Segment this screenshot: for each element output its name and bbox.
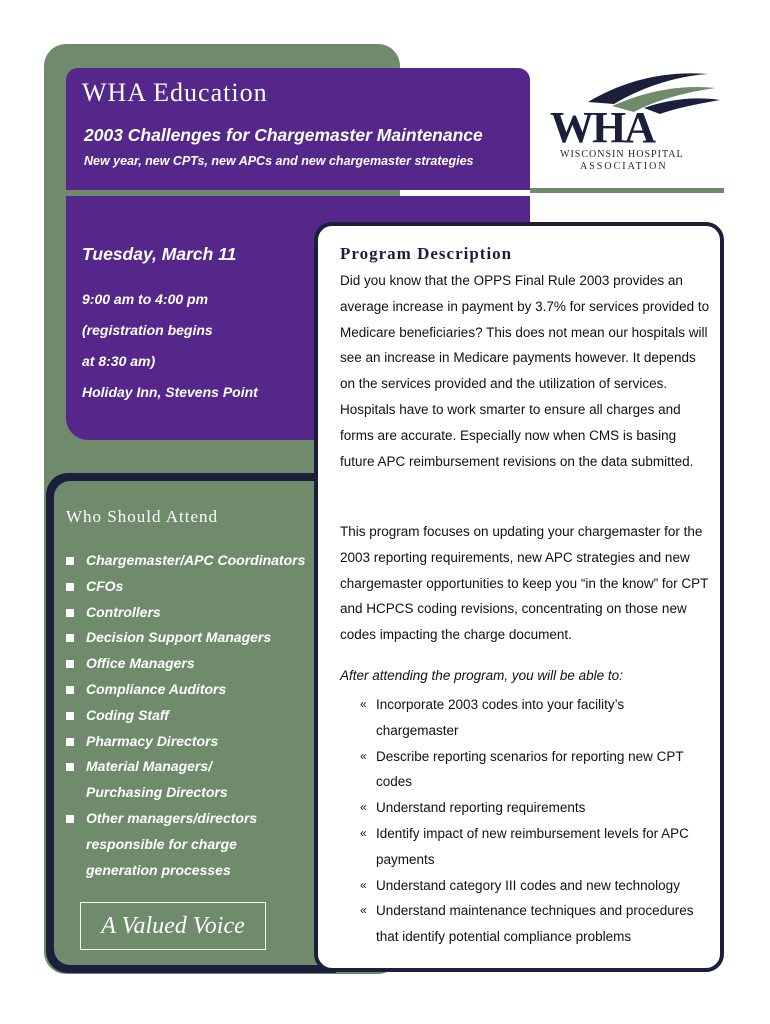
outcome-label: Understand category III codes and new technology xyxy=(376,877,680,893)
square-bullet-icon xyxy=(66,738,74,746)
square-bullet-icon xyxy=(66,815,74,823)
attendee-label: Other managers/directors xyxy=(86,809,258,826)
who-should-attend-heading: Who Should Attend xyxy=(66,507,219,526)
attendee-item xyxy=(66,574,305,600)
outcome-label: Understand maintenance techniques and procedures that identify potential compliance problems xyxy=(376,903,694,945)
attendee-item xyxy=(66,754,305,780)
outcome-label: Understand reporting requirements xyxy=(376,800,586,816)
attendee-label: CFOs xyxy=(86,577,124,594)
valued-voice-badge: A Valued Voice xyxy=(80,902,266,950)
attendee-list xyxy=(66,548,305,883)
square-bullet-icon xyxy=(66,763,74,771)
event-details xyxy=(82,284,258,408)
attendee-item xyxy=(66,780,305,806)
event-registration-time: at 8:30 am) xyxy=(82,353,156,369)
outcome-marker: « xyxy=(360,877,367,892)
program-paragraph-2: This program focuses on updating your chargemaster for the 2003 reporting requirements, new APC strategies and new chargemaster opportunities to keep you “in the know” for CPT and HCPCS coding revisions, concentrating on those new codes impacting the charge document. xyxy=(340,524,709,643)
square-bullet-icon xyxy=(66,583,74,591)
logo-caption-line1: WISCONSIN HOSPITAL xyxy=(560,149,684,160)
outcome-marker: « xyxy=(360,748,367,763)
attendee-item xyxy=(66,832,305,858)
attendee-item xyxy=(66,703,305,729)
event-time: 9:00 am to 4:00 pm xyxy=(82,291,209,307)
attendee-item xyxy=(66,600,305,626)
outcome-item xyxy=(360,744,710,796)
outcome-item xyxy=(360,873,710,899)
square-bullet-icon xyxy=(66,634,74,642)
logo-caption-line2: ASSOCIATION xyxy=(580,161,668,172)
outcomes-list xyxy=(360,692,710,950)
outcome-item xyxy=(360,821,710,873)
attendee-label: Material Managers/ xyxy=(86,758,213,775)
attendee-item xyxy=(66,858,305,884)
outcome-label: Incorporate 2003 codes into your facility’s chargemaster xyxy=(376,697,625,738)
event-registration: (registration begins xyxy=(82,322,213,338)
attendee-item xyxy=(66,729,305,755)
outcome-marker: « xyxy=(360,903,367,918)
page-title: WHA Education xyxy=(82,78,268,107)
square-bullet-icon xyxy=(66,557,74,565)
attendee-label: Decision Support Managers xyxy=(86,629,272,646)
attendee-item xyxy=(66,625,305,651)
attendee-item xyxy=(66,806,305,832)
program-tagline: New year, new CPTs, new APCs and new chargemaster strategies xyxy=(84,154,474,168)
attendee-label: Chargemaster/APC Coordinators xyxy=(86,552,306,568)
outcome-label: Describe reporting scenarios for reporting new CPT codes xyxy=(376,748,684,790)
outcome-label: Identify impact of new reimbursement levels for APC payments xyxy=(376,825,689,867)
attendee-label: Office Managers xyxy=(86,655,195,672)
program-paragraph-1: Did you know that the OPPS Final Rule 2003 provides an average increase in payment by 3.7% for services provided to Medicare beneficiaries? This does not mean our hospitals will see an increase in Medicare payments however. It depends on the services provided and the utilization of services. Hospitals have to work smarter to ensure all charges and forms are accurate. Especially now when CMS is basing future APC reimbursement revisions on the data submitted. xyxy=(340,273,710,469)
outcomes-intro: After attending the program, you will be able to: xyxy=(340,668,623,683)
logo-letters: WHA xyxy=(550,103,654,152)
event-date: Tuesday, March 11 xyxy=(82,244,237,264)
outcome-item xyxy=(360,692,710,744)
attendee-label: Purchasing Directors xyxy=(86,784,228,801)
attendee-label: Controllers xyxy=(86,603,161,620)
outcome-item xyxy=(360,795,710,821)
outcome-item xyxy=(360,898,710,950)
outcome-marker: « xyxy=(360,800,367,815)
attendee-label: Compliance Auditors xyxy=(86,680,227,697)
program-subtitle: 2003 Challenges for Chargemaster Maintenance xyxy=(84,125,483,145)
event-location: Holiday Inn, Stevens Point xyxy=(82,384,258,400)
attendee-label: Coding Staff xyxy=(86,706,169,723)
attendee-item xyxy=(66,548,305,574)
square-bullet-icon xyxy=(66,686,74,694)
square-bullet-icon xyxy=(66,712,74,720)
square-bullet-icon xyxy=(66,660,74,668)
header-divider xyxy=(530,188,724,193)
attendee-label: responsible for charge xyxy=(86,835,237,852)
attendee-label: Pharmacy Directors xyxy=(86,732,219,749)
outcome-marker: « xyxy=(360,825,367,840)
attendee-item xyxy=(66,677,305,703)
program-description-heading: Program Description xyxy=(340,244,513,263)
square-bullet-icon xyxy=(66,609,74,617)
attendee-item xyxy=(66,651,305,677)
outcome-marker: « xyxy=(360,697,367,711)
attendee-label: generation processes xyxy=(86,861,231,878)
